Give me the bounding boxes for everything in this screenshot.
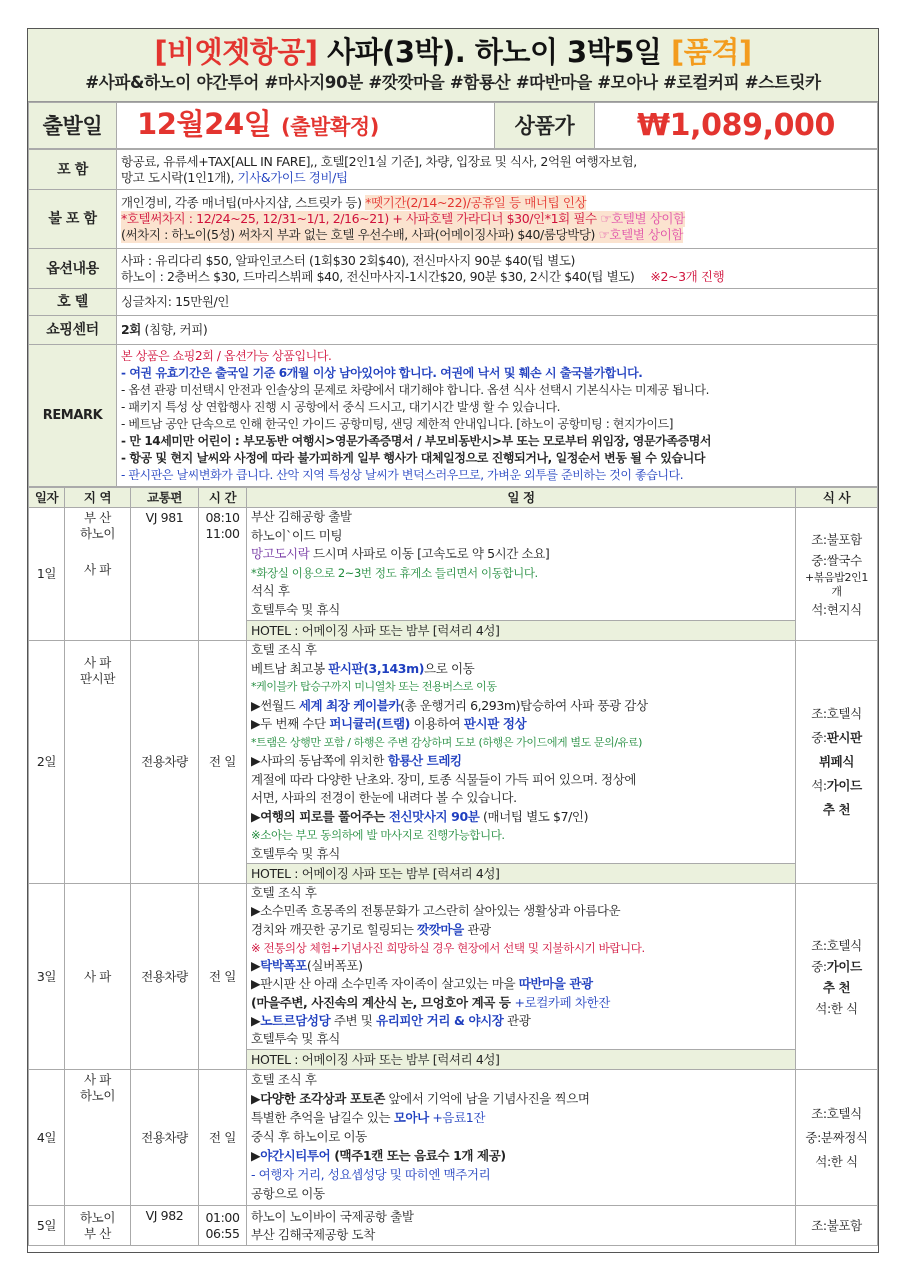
schedule-line — [251, 752, 791, 771]
option-line-2 — [121, 269, 873, 285]
schedule-line: 호텔 조식 후 — [251, 1072, 317, 1087]
summary-table — [28, 102, 878, 149]
exclude-personal: 개인경비, 각종 매너팁(마사지샵, 스트릿카 등) — [121, 195, 366, 210]
tour-flyer — [27, 28, 879, 1253]
text: ▶판시판 산 아래 소수민족 자이족이 살고있는 마을 — [251, 976, 519, 992]
option-note: ※2~3개 진행 — [650, 268, 725, 284]
exclude-label: 불 포 함 — [29, 190, 117, 249]
highlight: 전신맛사지 90분 — [388, 808, 480, 824]
text: 으로 이동 — [424, 660, 475, 676]
include-mango: 망고 도시락(1인1개), — [121, 169, 238, 185]
day-2-meals — [796, 641, 878, 884]
exclude-note-1: ☞호텔별 상이함 — [600, 211, 685, 226]
day-1-meals — [796, 508, 878, 641]
highlight: 판시판(3,143m) — [328, 660, 425, 676]
include-cell — [117, 150, 878, 190]
text: ▶썬월드 — [251, 697, 299, 713]
option-cell — [117, 249, 878, 289]
remark-line: - 여권 유효기간은 출국일 기준 6개월 이상 남아있어야 합니다. 여권에 낙서 및 훼손 시 출국불가합니다. — [121, 365, 643, 380]
day-3-schedule — [247, 884, 796, 1050]
schedule-line: 호텔 조식 후 — [251, 885, 317, 900]
remark-line: 본 상품은 쇼핑2회 / 옵션가능 상품입니다. — [121, 348, 332, 363]
schedule-line: 석식 후 — [251, 583, 290, 598]
schedule-line: 하노이 노이바이 국제공항 출발 — [251, 1208, 414, 1224]
highlight: 가이드 — [826, 778, 862, 793]
schedule-line: 호텔 조식 후 — [251, 642, 317, 657]
highlight: 판시판 — [826, 730, 862, 745]
shop-items: (침향, 커피) — [140, 322, 208, 337]
highlight: 따반마을 관광 — [518, 976, 593, 992]
airline-label: [비엣젯항공] — [154, 35, 318, 69]
col-schedule: 일 정 — [247, 488, 796, 508]
remark-line: - 항공 및 현지 날씨와 사정에 따라 불가피하게 일부 행사가 대체일정으로 진행되거나, 일정순서 변동 될 수 있습니다 — [121, 450, 706, 465]
col-time: 시 간 — [199, 488, 247, 508]
schedule-line: 호텔투숙 및 휴식 — [251, 845, 340, 861]
highlight: 망고도시락 — [251, 546, 310, 561]
time: 11:00 — [205, 526, 240, 541]
schedule-line: 서면, 사파의 전경이 한눈에 내려다 볼 수 있습니다. — [251, 790, 517, 805]
text: 관광 — [503, 1013, 531, 1029]
highlight: 다양한 조각상과 포토존 — [260, 1091, 385, 1106]
text: 경치와 깨끗한 공기로 힐링되는 — [251, 921, 418, 937]
depart-date-cell — [117, 103, 495, 149]
exclude-tet-tip: *뗏기간(2/14~22)/공휴일 등 매너팁 인상 — [365, 195, 587, 210]
option-hanoi: 하노이 : 2층버스 $30, 드마리스뷔페 $40, 전신마사지-1시간$20, 90분 $30, 2시간 $40(팁 별도) — [121, 268, 635, 284]
schedule-line — [251, 1146, 791, 1165]
schedule-line — [251, 975, 791, 993]
meal: 뷔페식 — [818, 754, 855, 769]
day-3-hotel: HOTEL : 어메이징 사파 또는 밤부 [럭셔리 4성] — [247, 1050, 796, 1070]
text: (마을주변, 사진속의 계산식 논, 므엉호아 계곡 등 — [251, 994, 515, 1010]
remark-cell — [117, 345, 878, 487]
text: ▶여행의 피로를 풀어주는 — [251, 808, 389, 824]
price: ₩1,089,000 — [595, 103, 878, 149]
meal: 조:불포함 — [811, 531, 862, 547]
schedule-line — [251, 545, 791, 564]
info-table — [28, 149, 878, 487]
text: 관광 — [463, 921, 491, 937]
schedule-line — [251, 1089, 791, 1108]
highlight: 세계 최장 케이블카 — [298, 697, 401, 713]
highlight: 퍼니큘러(트램) — [329, 716, 410, 731]
schedule-line: 중식 후 하노이로 이동 — [251, 1129, 367, 1144]
highlight: +로컬카페 차한잔 — [514, 994, 610, 1010]
include-line-1: 항공료, 유류세+TAX[ALL IN FARE],, 호텔[2인1실 기준], 차량, 입장료 및 식사, 2억원 여행자보험, — [121, 153, 637, 169]
text: (매너팁 별도 $7/인) — [479, 808, 589, 824]
depart-label: 출발일 — [29, 103, 117, 149]
schedule-line — [251, 715, 791, 734]
highlight: 노트르담성당 — [260, 1013, 331, 1029]
day-1-region — [65, 508, 131, 641]
highlight: 탁박폭포 — [260, 958, 307, 974]
transport: 전용차량 — [131, 884, 199, 1070]
region: 부 산 — [84, 510, 111, 525]
text: (총 운행거리 6,293m)탑승하여 사파 풍광 감상 — [400, 697, 648, 713]
day-5-meals: 조:불포함 — [796, 1206, 878, 1246]
grade-tag: [품격] — [671, 35, 752, 69]
day-1-hotel: HOTEL : 어메이징 사파 또는 밤부 [럭셔리 4성] — [247, 621, 796, 641]
schedule-line — [251, 1012, 791, 1030]
remark-line: - 패키지 특성 상 연합행사 진행 시 공항에서 중식 드시고, 대기시간 발생 할 수 있습니다. — [121, 399, 561, 414]
schedule-line: ▶소수민족 흐몽족의 전통문화가 고스란히 살아있는 생활상과 아름다운 — [251, 903, 621, 919]
day-4-schedule — [247, 1070, 796, 1206]
day-3-meals — [796, 884, 878, 1070]
exclude-cell — [117, 190, 878, 249]
meal: 중:분짜정식 — [805, 1129, 868, 1145]
flight-out: VJ 981 — [131, 508, 199, 641]
text: ▶사파의 동남쪽에 위치한 — [251, 753, 388, 768]
schedule-line: 공항으로 이동 — [251, 1186, 325, 1201]
tour-name: 사파(3박). 하노이 3박5일 — [317, 35, 672, 69]
transport: 전용차량 — [131, 1070, 199, 1206]
text: 주변 및 — [330, 1013, 377, 1029]
schedule-line — [251, 1108, 791, 1127]
highlight: 야간시티투어 — [260, 1148, 331, 1163]
text: (맥주1캔 또는 음료수 1개 제공) — [330, 1148, 506, 1163]
day-1: 1일 — [29, 508, 65, 641]
highlight: 유리피안 거리 & 야시장 — [376, 1013, 504, 1029]
remark-line: - 옵션 관광 미선택시 안전과 인솔상의 문제로 차량에서 대기해야 합니다. 옵션 식사 선택시 기본식사는 미제공 됩니다. — [121, 382, 710, 397]
text: ▶ — [251, 1091, 261, 1106]
day-4-meals — [796, 1070, 878, 1206]
schedule-line: 부산 김해공항 출발 — [251, 509, 352, 524]
time: 06:55 — [205, 1225, 240, 1241]
meal: 추 천 — [822, 802, 851, 817]
day-3: 3일 — [29, 884, 65, 1070]
meal: 중:쌀국수 — [811, 552, 862, 568]
meal: 조:호텔식 — [811, 937, 862, 953]
schedule-line: ※소아는 부모 동의하에 발 마사지로 진행가능합니다. — [251, 828, 505, 842]
schedule-line: ※ 전통의상 체험+기념사진 희망하실 경우 현장에서 선택 및 지불하시기 바랍니다. — [251, 940, 645, 955]
text: ▶ — [251, 958, 261, 974]
schedule-line — [251, 697, 791, 716]
day-4-region — [65, 1070, 131, 1206]
include-guide-tip: 기사&가이드 경비/팁 — [237, 169, 348, 185]
schedule-line: 계절에 따라 다양한 난초와. 장미, 토종 식물들이 가득 피어 있으며. 정상에 — [251, 771, 637, 787]
page-title — [28, 29, 878, 72]
meal: 조:호텔식 — [811, 706, 862, 721]
region: 하노이 — [79, 1209, 116, 1225]
schedule-line — [251, 921, 791, 939]
day-3-region: 사 파 — [65, 884, 131, 1070]
hotel-label: 호 텔 — [29, 289, 117, 316]
time: 01:00 — [205, 1209, 240, 1225]
day-4: 4일 — [29, 1070, 65, 1206]
exclude-line-1 — [121, 195, 873, 211]
text: 석: — [811, 778, 827, 793]
hotel-text: 싱글차지: 15만원/인 — [117, 289, 878, 316]
region: 부 산 — [84, 1225, 111, 1241]
text: (실버폭포) — [306, 958, 363, 974]
text: ▶두 번째 수단 — [251, 716, 330, 731]
day-5-times — [199, 1206, 247, 1246]
depart-date: 12월24일 — [137, 107, 272, 141]
meal: 석:한 식 — [815, 1000, 858, 1016]
shop-label: 쇼핑센터 — [29, 316, 117, 345]
include-label: 포 함 — [29, 150, 117, 190]
text: 중: — [811, 958, 827, 974]
schedule-line: *화장실 이용으로 2~3번 정도 휴게소 들리면서 이동합니다. — [251, 565, 538, 580]
col-day: 일자 — [29, 488, 65, 508]
schedule-line: 호텔투숙 및 휴식 — [251, 1031, 340, 1047]
day-2-hotel: HOTEL : 어메이징 사파 또는 밤부 [럭셔리 4성] — [247, 864, 796, 884]
text: +음료1잔 — [428, 1110, 485, 1125]
exclude-surcharge: *호텔써차지 : 12/24~25, 12/31~1/1, 2/16~21) + 사파호텔 가라디너 $30/인*1회 필수 — [121, 211, 601, 226]
time: 08:10 — [205, 510, 240, 525]
remark-line: - 판시판은 날씨변화가 큽니다. 산악 지역 특성상 날씨가 변덕스러우므로, 가벼운 외투를 준비하는 것이 좋습니다. — [121, 467, 684, 482]
shop-cell — [117, 316, 878, 345]
highlight: 모아나 — [393, 1110, 429, 1125]
schedule-line: *케이블카 탑승구까지 미니열차 또는 전용버스로 이동 — [251, 680, 497, 693]
region: 사 파 — [84, 562, 111, 577]
schedule-line: *트램은 상행만 포함 / 하행은 주변 감상하며 도보 (하행은 가이드에게 별도 문의/유료) — [251, 735, 643, 749]
col-meal: 식 사 — [796, 488, 878, 508]
transport: 전용차량 — [131, 641, 199, 884]
col-region: 지 역 — [65, 488, 131, 508]
day-5: 5일 — [29, 1206, 65, 1246]
meal: 추 천 — [822, 979, 851, 995]
region: 하노이 — [79, 526, 116, 541]
schedule-line — [251, 994, 791, 1012]
price-label: 상품가 — [495, 103, 595, 149]
region: 하노이 — [79, 1088, 116, 1103]
itinerary-table — [28, 487, 878, 1246]
region: 사 파 — [84, 655, 111, 670]
text: 드시며 사파로 이동 [고속도로 약 5시간 소요] — [309, 546, 550, 561]
meal: 석:한 식 — [815, 1153, 858, 1169]
remark-line: - 베트남 공안 단속으로 인해 한국인 가이드 공항미팅, 샌딩 제한적 안내입니다. [하노이 공항미팅 : 현지가이드] — [121, 416, 674, 431]
day-5-region — [65, 1206, 131, 1246]
text: 특별한 추억을 남길수 있는 — [251, 1110, 394, 1125]
time: 전 일 — [199, 1070, 247, 1206]
region: 판시판 — [79, 671, 116, 686]
time: 전 일 — [199, 641, 247, 884]
day-1-times — [199, 508, 247, 641]
title-banner — [28, 29, 878, 102]
meal: 조:호텔식 — [811, 1105, 862, 1121]
schedule-line — [251, 957, 791, 975]
meal — [800, 726, 873, 750]
exclude-line-2 — [121, 211, 685, 227]
meal — [800, 956, 873, 977]
day-2-region — [65, 641, 131, 884]
highlight: 판시판 정상 — [463, 716, 527, 731]
schedule-line: 호텔투숙 및 휴식 — [251, 601, 340, 617]
text: 중: — [811, 730, 827, 745]
meal — [800, 774, 873, 798]
hashtags: #사파&하노이 야간투어 #마사지90분 #깟깟마을 #함룡산 #따반마을 #모아나 #로컬커피 #스트릿카 — [85, 73, 821, 92]
text: ▶ — [251, 1013, 261, 1029]
flight-return: VJ 982 — [131, 1206, 199, 1246]
schedule-line — [251, 808, 791, 827]
text: 이용하여 — [410, 716, 464, 731]
depart-status: (출발확정) — [281, 115, 379, 139]
schedule-line: - 여행자 거리, 성요셉성당 및 따히엔 맥주거리 — [251, 1167, 491, 1182]
option-label: 옵션내용 — [29, 249, 117, 289]
remark-label: REMARK — [29, 345, 117, 487]
exclude-surcharge-detail: (써차지 : 하노이(5성) 써차지 부과 없는 호텔 우선수배, 사파(어메이징사파) $40/룸당박당) — [121, 227, 599, 242]
highlight: 깟깟마을 — [417, 921, 464, 937]
exclude-note-2: ☞호텔별 상이함 — [598, 227, 684, 242]
text: 앞에서 기억에 남을 기념사진을 찍으며 — [384, 1091, 590, 1106]
highlight: 함룡산 트레킹 — [387, 753, 462, 768]
text: ▶ — [251, 1148, 261, 1163]
col-transport: 교통편 — [131, 488, 199, 508]
exclude-line-3 — [121, 227, 683, 243]
day-2: 2일 — [29, 641, 65, 884]
schedule-line: 부산 김해국제공항 도착 — [251, 1226, 375, 1242]
time: 전 일 — [199, 884, 247, 1070]
include-line-2 — [121, 170, 873, 186]
day-2-schedule — [247, 641, 796, 864]
schedule-line: 하노이`이드 미팅 — [251, 527, 343, 543]
day-5-schedule — [247, 1206, 796, 1246]
meal: +볶음밥2인1개 — [805, 570, 868, 598]
text: 베트남 최고봉 — [251, 660, 329, 676]
highlight: 가이드 — [826, 958, 862, 974]
option-line-1: 사파 : 유리다리 $50, 알파인코스터 (1회$30 2회$40), 전신마사지 90분 $40(팁 별도) — [121, 252, 575, 268]
remark-line: - 만 14세미만 어린이 : 부모동반 여행시>영문가족증명서 / 부모비동반시>부 또는 모로부터 위임장, 영문가족증명서 — [121, 433, 712, 448]
day-1-schedule — [247, 508, 796, 621]
shop-count: 2회 — [121, 322, 141, 337]
region: 사 파 — [84, 1072, 111, 1087]
meal: 석:현지식 — [811, 601, 862, 617]
schedule-line — [251, 660, 791, 679]
